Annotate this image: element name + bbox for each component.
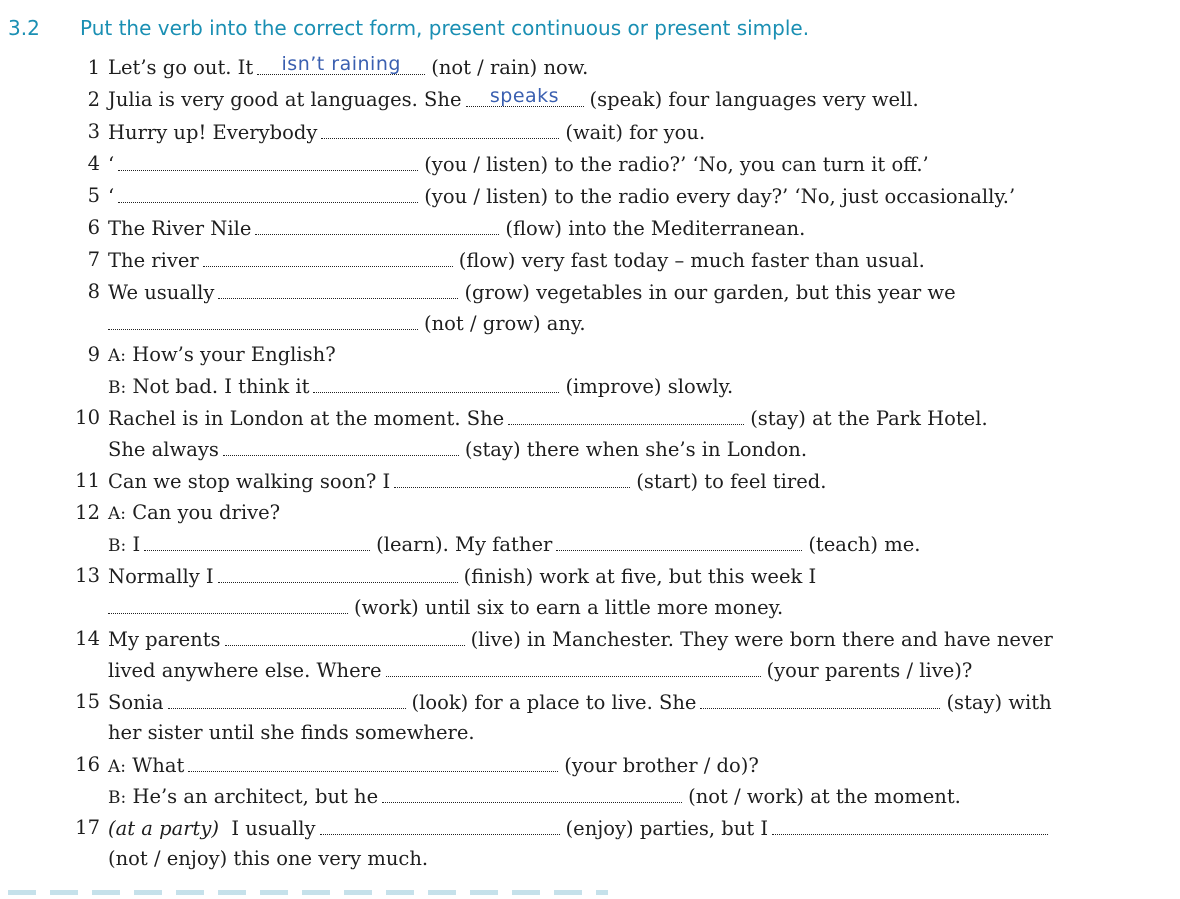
- item-text: Let’s go out. It: [108, 56, 254, 79]
- item-text: The River Nile: [108, 217, 252, 240]
- item-text: (your parents / live)?: [766, 659, 973, 682]
- handwritten-answer: speaks: [489, 85, 560, 107]
- item-text: Hurry up! Everybody: [108, 121, 318, 144]
- item-text: (not / enjoy) this one very much.: [108, 847, 429, 870]
- item-number: 7: [87, 248, 100, 271]
- item-number: 16: [75, 753, 100, 776]
- answer-blank[interactable]: [255, 216, 499, 235]
- answer-blank[interactable]: [466, 85, 584, 107]
- item-text: Sonia: [108, 691, 164, 714]
- item-text: How’s your English?: [132, 343, 336, 366]
- item-text: (improve) slowly.: [565, 375, 734, 398]
- item-text: Rachel is in London at the moment. She: [108, 407, 505, 430]
- item-text: (your brother / do)?: [564, 754, 759, 777]
- item-text: She always: [108, 438, 219, 461]
- speaker-a-label: A:: [108, 346, 127, 366]
- item-text: He’s an architect, but he: [132, 785, 379, 808]
- item-text: Can we stop walking soon? I: [108, 470, 391, 493]
- item-number: 3: [87, 120, 100, 143]
- item-text: What: [132, 754, 185, 777]
- item-text: (stay) with: [946, 691, 1052, 714]
- item-text: My parents: [108, 628, 221, 651]
- answer-blank[interactable]: [118, 184, 418, 203]
- answer-blank[interactable]: [320, 816, 560, 835]
- item-text: (start) to feel tired.: [636, 470, 827, 493]
- item-text: (wait) for you.: [565, 121, 706, 144]
- exercise-number: 3.2: [8, 16, 40, 40]
- item-number: 15: [75, 690, 100, 713]
- item-number: 2: [87, 88, 100, 111]
- speaker-b-label: B:: [108, 536, 127, 556]
- item-number: 8: [87, 280, 100, 303]
- answer-blank[interactable]: [556, 532, 802, 551]
- item-text: We usually: [108, 281, 215, 304]
- item-text: (live) in Manchester. They were born there and have never: [470, 628, 1053, 651]
- item-text: (speak) four languages very well.: [589, 88, 919, 111]
- exercise-instruction: Put the verb into the correct form, present continuous or present simple.: [80, 16, 810, 40]
- speaker-a-label: A:: [108, 504, 127, 524]
- item-text: The river: [108, 249, 199, 272]
- item-text: (you / listen) to the radio every day?’ ‘No, just occasionally.’: [424, 185, 1016, 208]
- answer-blank[interactable]: [168, 690, 406, 709]
- item-text: lived anywhere else. Where: [108, 659, 382, 682]
- item-text: (finish) work at five, but this week I: [463, 565, 817, 588]
- item-number: 13: [75, 564, 100, 587]
- item-text: ‘: [108, 185, 115, 208]
- item-text: (teach) me.: [808, 533, 921, 556]
- item-text: Julia is very good at languages. She: [108, 88, 462, 111]
- item-number: 1: [87, 56, 100, 79]
- item-number: 10: [75, 406, 100, 429]
- answer-blank[interactable]: [188, 753, 558, 772]
- handwritten-answer: isn’t raining: [281, 53, 401, 75]
- answer-blank[interactable]: [144, 532, 370, 551]
- item-text: (look) for a place to live. She: [411, 691, 697, 714]
- item-text: (stay) there when she’s in London.: [464, 438, 808, 461]
- answer-blank[interactable]: [108, 311, 418, 330]
- item-number: 5: [87, 184, 100, 207]
- item-text: (grow) vegetables in our garden, but this year we: [464, 281, 956, 304]
- item-text: (you / listen) to the radio?’ ‘No, you can turn it off.’: [424, 153, 929, 176]
- item-text: (not / rain) now.: [431, 56, 589, 79]
- answer-blank[interactable]: [313, 374, 559, 393]
- item-text: (flow) very fast today – much faster than usual.: [458, 249, 925, 272]
- answer-blank[interactable]: [700, 690, 940, 709]
- item-text: I usually: [231, 817, 316, 840]
- answer-blank[interactable]: [218, 280, 458, 299]
- item-number: 12: [75, 501, 100, 524]
- speaker-a-label: A:: [108, 757, 127, 777]
- context-note: (at a party): [108, 817, 219, 840]
- item-number: 17: [75, 816, 100, 839]
- item-text: (learn). My father: [376, 533, 553, 556]
- item-number: 14: [75, 627, 100, 650]
- item-text: Normally I: [108, 565, 214, 588]
- answer-blank[interactable]: [321, 120, 559, 139]
- item-text: (flow) into the Mediterranean.: [505, 217, 806, 240]
- item-number: 9: [87, 343, 100, 366]
- answer-blank[interactable]: [508, 406, 744, 425]
- answer-blank[interactable]: [225, 627, 465, 646]
- item-text: (work) until six to earn a little more money.: [354, 596, 784, 619]
- item-number: 4: [87, 152, 100, 175]
- answer-blank[interactable]: [118, 152, 418, 171]
- item-text: Can you drive?: [132, 501, 281, 524]
- answer-blank[interactable]: [108, 595, 348, 614]
- answer-blank[interactable]: [223, 437, 459, 456]
- item-text: ‘: [108, 153, 115, 176]
- speaker-b-label: B:: [108, 378, 127, 398]
- answer-blank[interactable]: [386, 658, 761, 677]
- item-text: (not / work) at the moment.: [688, 785, 961, 808]
- item-text: (not / grow) any.: [424, 312, 586, 335]
- item-number: 11: [75, 469, 100, 492]
- item-number: 6: [87, 216, 100, 239]
- item-text: (enjoy) parties, but I: [565, 817, 769, 840]
- item-text: Not bad. I think it: [132, 375, 310, 398]
- item-text: her sister until she finds somewhere.: [108, 721, 475, 744]
- speaker-b-label: B:: [108, 788, 127, 808]
- answer-blank[interactable]: [394, 469, 630, 488]
- item-text: I: [132, 533, 141, 556]
- item-text: (stay) at the Park Hotel.: [750, 407, 988, 430]
- answer-blank[interactable]: [203, 248, 453, 267]
- answer-blank[interactable]: [772, 816, 1048, 835]
- answer-blank[interactable]: [257, 53, 425, 75]
- answer-blank[interactable]: [382, 784, 682, 803]
- answer-blank[interactable]: [218, 564, 458, 583]
- cropped-next-heading: [8, 890, 608, 895]
